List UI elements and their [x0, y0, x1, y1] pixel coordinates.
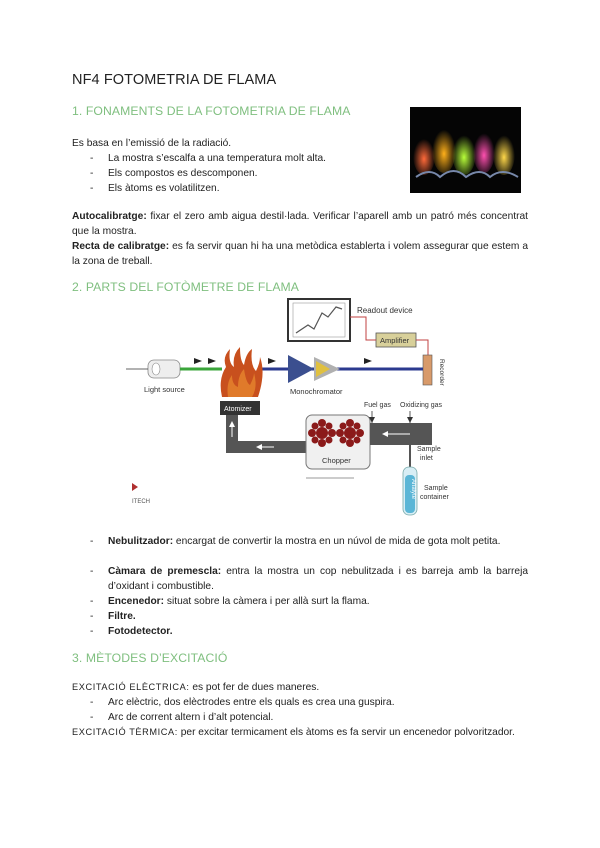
amplifier-label: Amplifier: [380, 336, 410, 345]
part-bullet: - Fotodetector.: [92, 624, 528, 639]
section1-bullet: - Els àtoms es volatilitzen.: [92, 181, 528, 196]
term-definition: per excitar termicament els àtoms es fa servir un encenedor polvoritzador.: [177, 727, 515, 738]
flame-burner: [221, 347, 263, 397]
logo-label: ITECH: [132, 499, 150, 505]
bullet-text: La mostra s’escalfa a una temperatura molt alta.: [108, 153, 327, 164]
part-bullet: - Filtre.: [92, 609, 528, 624]
part-label: Càmara de premescla:: [108, 566, 222, 577]
part-text: [92, 564, 528, 594]
part-label: Fotodetector.: [108, 626, 173, 637]
part-bullet: - Encenedor: situat sobre la càmera i per allà surt la flama.: [92, 594, 528, 609]
part-text: [92, 609, 528, 624]
part-description: encargat de convertir la mostra en un núvol de mida de gota molt petita.: [173, 536, 501, 547]
sample-inlet-label: Sample: [417, 446, 441, 453]
term-definition: es fa servir quan hi ha una metòdica establerta i volem assegurar que estem a la zona de treball.: [72, 241, 528, 267]
excitation-bullet: - Arc de corrent altern i d’alt potencial.: [92, 710, 528, 725]
chopper-label: Chopper: [322, 456, 351, 465]
analyte-label: Analyte: [410, 479, 416, 500]
fuel-gas-label: Fuel gas: [364, 402, 391, 409]
sample-container-label: container: [420, 494, 449, 501]
autocalibratge-paragraph: [72, 209, 528, 239]
bullet-text: Arc elèctric, dos elèctrodes entre els quals es crea una guspira.: [108, 697, 395, 708]
bullet-text: Els compostos es descomponen.: [108, 168, 258, 179]
bullet-text: Els àtoms es volatilitzen.: [108, 183, 220, 194]
flame-photometer-diagram: [110, 297, 450, 517]
part-text: [92, 594, 528, 609]
section1-bullet: - La mostra s’escalfa a una temperatura molt alta.: [92, 151, 528, 166]
recta-calibratge-paragraph: [72, 239, 528, 269]
recorder-label: Recorder: [438, 359, 445, 386]
part-label: Nebulitzador:: [108, 536, 174, 547]
term-label: EXCITACIÓ ELÈCTRICA:: [72, 682, 190, 692]
sample-inlet-label: inlet: [420, 455, 433, 462]
bullet-text: Arc de corrent altern i d’alt potencial.: [108, 712, 274, 723]
itech-logo-icon: [132, 483, 138, 491]
recorder: [423, 355, 432, 385]
part-bullet: - Càmara de premescla: entra la mostra un cop nebulitzada i es barreja amb la barreja d’oxidant i combustible.: [90, 566, 528, 592]
electric-excitation-paragraph: [72, 680, 528, 695]
part-label: Filtre.: [108, 611, 136, 622]
section3-heading: 3. MÈTODES D’EXCITACIÓ: [72, 651, 228, 665]
monochromator-label: Monochromator: [290, 387, 343, 396]
readout-label: Readout device: [357, 306, 413, 315]
part-bullet: - Nebulitzador: encargat de convertir la mostra en un núvol de mida de gota molt petita.: [92, 534, 528, 549]
monochromator: [288, 355, 314, 383]
light-source-label: Light source: [144, 385, 185, 394]
term-label: Autocalibratge:: [72, 211, 147, 222]
atomizer-label: Atomizer: [224, 406, 252, 413]
sample-container-label: Sample: [424, 485, 448, 492]
part-text: [92, 534, 528, 549]
part-description: entra la mostra un cop nebulitzada i es barreja amb la barreja d’oxidant i combustible.: [108, 566, 528, 592]
excitation-bullet: - Arc elèctric, dos elèctrodes entre els quals es crea una guspira.: [92, 695, 528, 710]
term-definition: es pot fer de dues maneres.: [189, 682, 320, 693]
term-label: EXCITACIÓ TÈRMICA:: [72, 727, 178, 737]
thermal-excitation-paragraph: [72, 725, 528, 740]
section1-bullet: - Els compostos es descomponen.: [92, 166, 528, 181]
term-label: Recta de calibratge:: [72, 241, 170, 252]
section2-heading: 2. PARTS DEL FOTÒMETRE DE FLAMA: [72, 280, 300, 294]
document-title: NF4 FOTOMETRIA DE FLAMA: [72, 72, 277, 88]
part-description: situat sobre la càmera i per allà surt la flama.: [164, 596, 370, 607]
section1-heading: 1. FONAMENTS DE LA FOTOMETRIA DE FLAMA: [72, 104, 351, 118]
term-definition: fixar el zero amb aigua destil·lada. Verificar l’aparell amb un patró més concentrat que la mostra.: [72, 211, 528, 237]
oxidizing-gas-label: Oxidizing gas: [400, 402, 443, 409]
part-label: Encenedor:: [108, 596, 165, 607]
part-text: [92, 624, 528, 639]
section1-intro: Es basa en l’emissió de la radiació.: [72, 138, 232, 149]
